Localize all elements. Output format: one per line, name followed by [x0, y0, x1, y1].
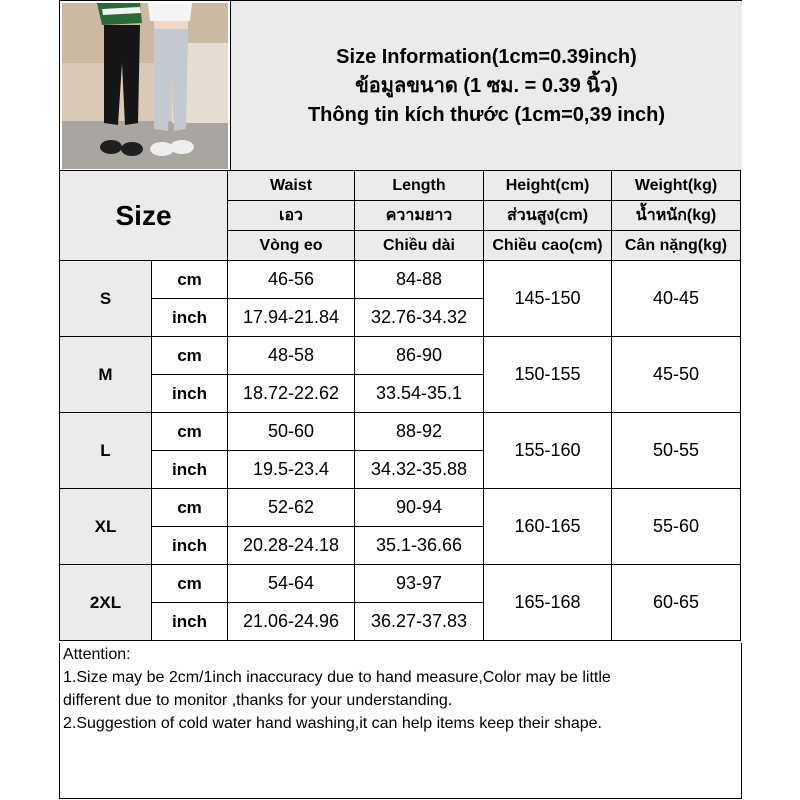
note-line: different due to monitor ,thanks for your understanding. — [63, 692, 453, 709]
length-cm: 93-97 — [355, 565, 484, 603]
height-range: 155-160 — [484, 413, 612, 489]
unit-cm: cm — [152, 489, 228, 527]
attention-notes — [59, 643, 742, 799]
table-row — [60, 565, 741, 603]
size-header: Size — [60, 171, 228, 261]
unit-cm: cm — [152, 337, 228, 375]
col-header-weight: Weight(kg) — [612, 171, 741, 201]
title-vietnamese: Thông tin kích thước (1cm=0,39 inch) — [307, 103, 666, 126]
header-row-english — [60, 171, 741, 201]
weight-range: 55-60 — [612, 489, 741, 565]
length-cm: 86-90 — [355, 337, 484, 375]
col-header-height-thai: ส่วนสูง(cm) — [484, 201, 612, 231]
title-block — [230, 1, 742, 171]
waist-inch: 19.5-23.4 — [228, 451, 355, 489]
unit-cm: cm — [152, 261, 228, 299]
unit-cm: cm — [152, 413, 228, 451]
length-inch: 36.27-37.83 — [355, 603, 484, 641]
unit-cm: cm — [152, 565, 228, 603]
col-header-waist: Waist — [228, 171, 355, 201]
col-header-weight-thai: น้ำหนัก(kg) — [612, 201, 741, 231]
waist-cm: 46-56 — [228, 261, 355, 299]
height-range: 145-150 — [484, 261, 612, 337]
waist-cm: 48-58 — [228, 337, 355, 375]
length-cm: 88-92 — [355, 413, 484, 451]
waist-cm: 54-64 — [228, 565, 355, 603]
product-photo — [62, 3, 228, 169]
waist-cm: 52-62 — [228, 489, 355, 527]
table-row — [60, 413, 741, 451]
note-line: 1.Size may be 2cm/1inch inaccuracy due to hand measure,Color may be little — [63, 669, 611, 686]
length-inch: 34.32-35.88 — [355, 451, 484, 489]
length-cm: 84-88 — [355, 261, 484, 299]
waist-inch: 21.06-24.96 — [228, 603, 355, 641]
col-header-weight-vi: Cân nặng(kg) — [612, 231, 741, 261]
weight-range: 40-45 — [612, 261, 741, 337]
size-label-s: S — [60, 261, 152, 337]
size-label-l: L — [60, 413, 152, 489]
title-thai: ข้อมูลขนาด (1 ซม. = 0.39 นิ้ว) — [355, 74, 618, 97]
unit-inch: inch — [152, 603, 228, 641]
unit-inch: inch — [152, 527, 228, 565]
jogger-pants-models-image — [62, 3, 228, 169]
unit-inch: inch — [152, 299, 228, 337]
length-inch: 33.54-35.1 — [355, 375, 484, 413]
waist-inch: 17.94-21.84 — [228, 299, 355, 337]
title-english: Size Information(1cm=0.39inch) — [336, 45, 637, 68]
size-label-xl: XL — [60, 489, 152, 565]
waist-cm: 50-60 — [228, 413, 355, 451]
height-range: 160-165 — [484, 489, 612, 565]
weight-range: 60-65 — [612, 565, 741, 641]
col-header-height: Height(cm) — [484, 171, 612, 201]
table-row — [60, 337, 741, 375]
weight-range: 50-55 — [612, 413, 741, 489]
waist-inch: 18.72-22.62 — [228, 375, 355, 413]
col-header-length-vi: Chiều dài — [355, 231, 484, 261]
length-cm: 90-94 — [355, 489, 484, 527]
note-line: 2.Suggestion of cold water hand washing,it can help items keep their shape. — [63, 715, 602, 732]
col-header-waist-vi: Vòng eo — [228, 231, 355, 261]
header-section — [59, 0, 742, 171]
size-chart-sheet — [59, 0, 742, 800]
waist-inch: 20.28-24.18 — [228, 527, 355, 565]
col-header-height-vi: Chiều cao(cm) — [484, 231, 612, 261]
unit-inch: inch — [152, 375, 228, 413]
size-label-2xl: 2XL — [60, 565, 152, 641]
size-label-m: M — [60, 337, 152, 413]
height-range: 150-155 — [484, 337, 612, 413]
table-row — [60, 489, 741, 527]
col-header-waist-thai: เอว — [228, 201, 355, 231]
col-header-length: Length — [355, 171, 484, 201]
unit-inch: inch — [152, 451, 228, 489]
attention-heading: Attention: — [63, 646, 131, 663]
length-inch: 32.76-34.32 — [355, 299, 484, 337]
table-row — [60, 261, 741, 299]
height-range: 165-168 — [484, 565, 612, 641]
size-table — [59, 170, 741, 641]
weight-range: 45-50 — [612, 337, 741, 413]
length-inch: 35.1-36.66 — [355, 527, 484, 565]
col-header-length-thai: ความยาว — [355, 201, 484, 231]
